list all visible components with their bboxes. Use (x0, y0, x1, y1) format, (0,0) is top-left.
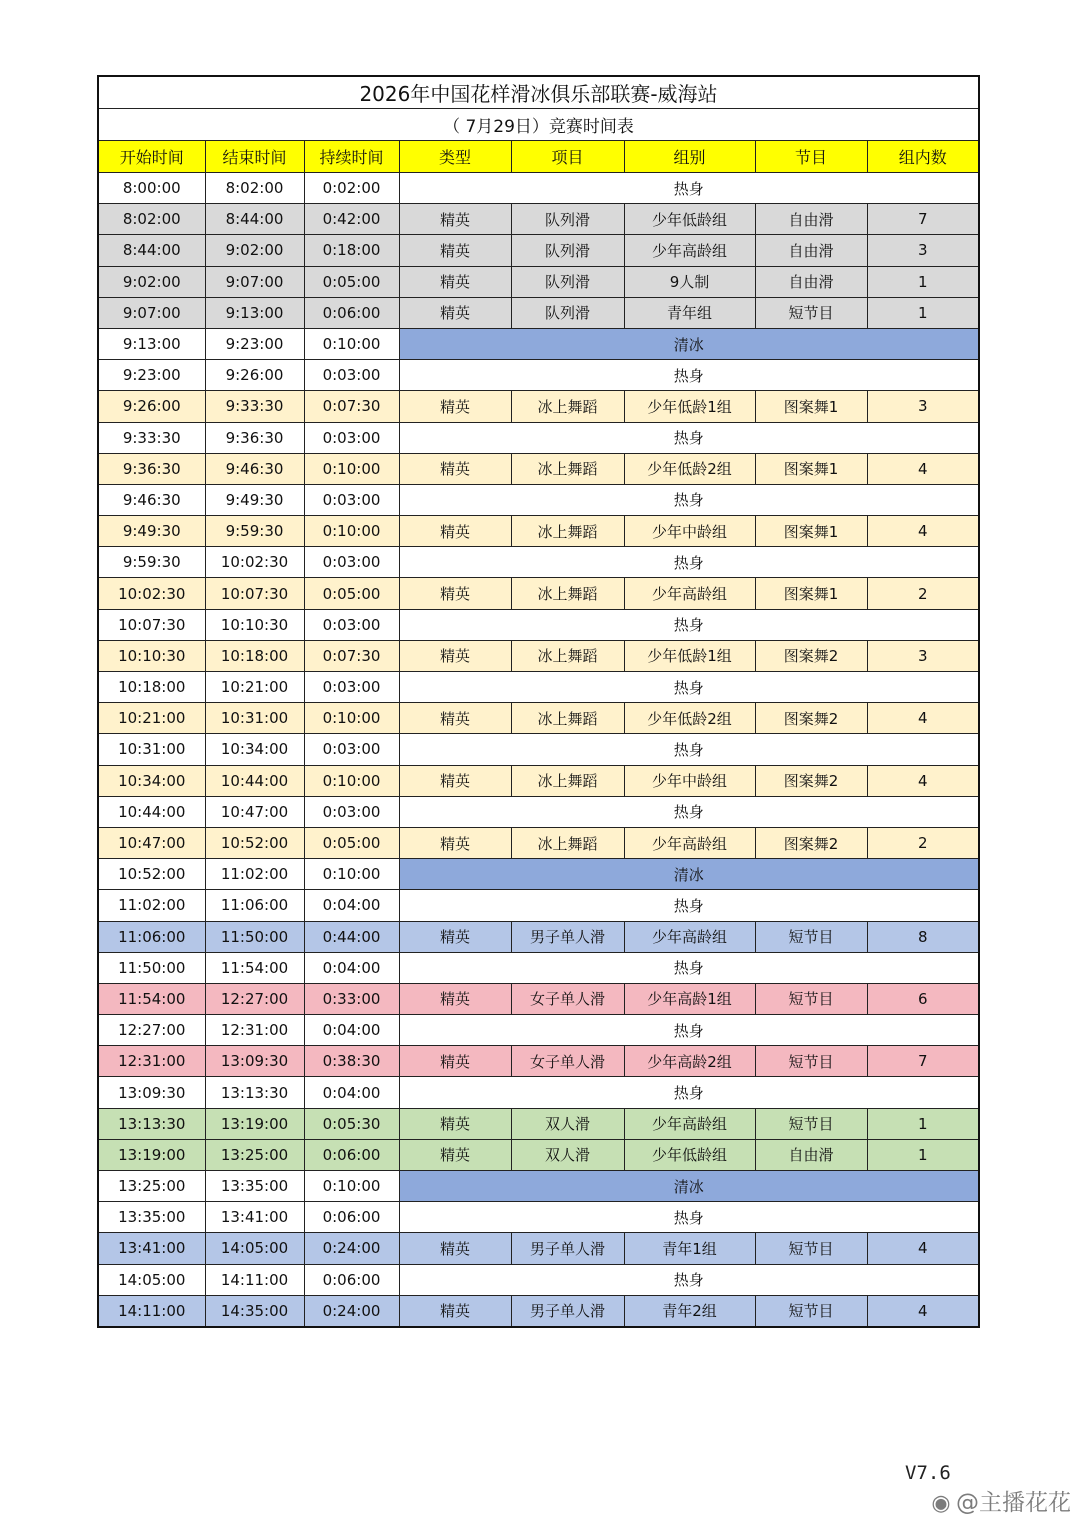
duration-cell: 0:38:30 (304, 1046, 399, 1077)
count-cell: 4 (867, 453, 979, 484)
program-cell: 图案舞2 (755, 765, 867, 796)
program-cell: 短节目 (755, 1046, 867, 1077)
duration-cell: 0:03:00 (304, 422, 399, 453)
event-cell: 冰上舞蹈 (511, 578, 624, 609)
start-time-cell: 10:10:30 (98, 640, 205, 671)
start-time-cell: 10:18:00 (98, 672, 205, 703)
count-cell: 4 (867, 703, 979, 734)
duration-cell: 0:03:00 (304, 609, 399, 640)
column-header-type: 类型 (399, 141, 511, 173)
event-cell: 队列滑 (511, 266, 624, 297)
column-header-group: 组别 (624, 141, 755, 173)
warmup-row (98, 609, 979, 640)
duration-cell: 0:33:00 (304, 983, 399, 1014)
count-cell: 4 (867, 1233, 979, 1264)
group-cell: 少年高龄组 (624, 235, 755, 266)
program-cell: 短节目 (755, 983, 867, 1014)
end-time-cell: 14:11:00 (205, 1264, 304, 1295)
warmup-row (98, 890, 979, 921)
start-time-cell: 9:33:30 (98, 422, 205, 453)
type-cell: 精英 (399, 703, 511, 734)
start-time-cell: 10:34:00 (98, 765, 205, 796)
warmup-row (98, 952, 979, 983)
end-time-cell: 11:02:00 (205, 859, 304, 890)
end-time-cell: 14:35:00 (205, 1295, 304, 1327)
duration-cell: 0:04:00 (304, 952, 399, 983)
resurface-label: 清冰 (399, 859, 979, 890)
type-cell: 精英 (399, 516, 511, 547)
end-time-cell: 10:44:00 (205, 765, 304, 796)
group-cell: 少年中龄组 (624, 765, 755, 796)
duration-cell: 0:05:00 (304, 266, 399, 297)
schedule-row (98, 827, 979, 858)
start-time-cell: 13:13:30 (98, 1108, 205, 1139)
program-cell: 短节目 (755, 1295, 867, 1327)
start-time-cell: 13:19:00 (98, 1139, 205, 1170)
schedule-row (98, 1233, 979, 1264)
count-cell: 1 (867, 1139, 979, 1170)
program-cell: 自由滑 (755, 204, 867, 235)
group-cell: 少年高龄1组 (624, 983, 755, 1014)
group-cell: 少年低龄组 (624, 204, 755, 235)
warmup-label: 热身 (399, 734, 979, 765)
start-time-cell: 9:02:00 (98, 266, 205, 297)
event-cell: 男子单人滑 (511, 1233, 624, 1264)
schedule-row (98, 391, 979, 422)
start-time-cell: 13:35:00 (98, 1202, 205, 1233)
warmup-label: 热身 (399, 1264, 979, 1295)
column-header-event: 项目 (511, 141, 624, 173)
duration-cell: 0:10:00 (304, 1171, 399, 1202)
duration-cell: 0:04:00 (304, 890, 399, 921)
end-time-cell: 12:27:00 (205, 983, 304, 1014)
count-cell: 3 (867, 640, 979, 671)
duration-cell: 0:10:00 (304, 328, 399, 359)
start-time-cell: 9:49:30 (98, 516, 205, 547)
start-time-cell: 11:06:00 (98, 921, 205, 952)
start-time-cell: 12:31:00 (98, 1046, 205, 1077)
schedule-row (98, 204, 979, 235)
count-cell: 4 (867, 765, 979, 796)
start-time-cell: 9:07:00 (98, 297, 205, 328)
watermark-text: @主播花花 (956, 1490, 1071, 1516)
warmup-label: 热身 (399, 1202, 979, 1233)
start-time-cell: 11:02:00 (98, 890, 205, 921)
group-cell: 少年高龄组 (624, 827, 755, 858)
type-cell: 精英 (399, 1295, 511, 1327)
group-cell: 少年低龄2组 (624, 703, 755, 734)
event-cell: 冰上舞蹈 (511, 765, 624, 796)
program-cell: 图案舞2 (755, 827, 867, 858)
group-cell: 少年高龄组 (624, 578, 755, 609)
end-time-cell: 8:02:00 (205, 173, 304, 204)
end-time-cell: 11:54:00 (205, 952, 304, 983)
end-time-cell: 13:41:00 (205, 1202, 304, 1233)
start-time-cell: 11:50:00 (98, 952, 205, 983)
type-cell: 精英 (399, 827, 511, 858)
duration-cell: 0:05:00 (304, 578, 399, 609)
end-time-cell: 9:23:00 (205, 328, 304, 359)
event-cell: 女子单人滑 (511, 1046, 624, 1077)
type-cell: 精英 (399, 391, 511, 422)
program-cell: 短节目 (755, 1108, 867, 1139)
end-time-cell: 13:35:00 (205, 1171, 304, 1202)
schedule-row (98, 453, 979, 484)
warmup-row (98, 1077, 979, 1108)
start-time-cell: 9:23:00 (98, 360, 205, 391)
start-time-cell: 10:52:00 (98, 859, 205, 890)
count-cell: 1 (867, 266, 979, 297)
start-time-cell: 8:00:00 (98, 173, 205, 204)
duration-cell: 0:06:00 (304, 297, 399, 328)
warmup-label: 热身 (399, 1015, 979, 1046)
program-cell: 短节目 (755, 297, 867, 328)
end-time-cell: 8:44:00 (205, 204, 304, 235)
warmup-row (98, 1264, 979, 1295)
resurface-row (98, 859, 979, 890)
type-cell: 精英 (399, 235, 511, 266)
duration-cell: 0:02:00 (304, 173, 399, 204)
warmup-row (98, 1015, 979, 1046)
end-time-cell: 10:10:30 (205, 609, 304, 640)
duration-cell: 0:03:00 (304, 547, 399, 578)
duration-cell: 0:10:00 (304, 765, 399, 796)
end-time-cell: 10:18:00 (205, 640, 304, 671)
end-time-cell: 13:25:00 (205, 1139, 304, 1170)
warmup-label: 热身 (399, 360, 979, 391)
event-cell: 女子单人滑 (511, 983, 624, 1014)
duration-cell: 0:10:00 (304, 453, 399, 484)
group-cell: 青年2组 (624, 1295, 755, 1327)
group-cell: 少年低龄1组 (624, 391, 755, 422)
start-time-cell: 11:54:00 (98, 983, 205, 1014)
end-time-cell: 14:05:00 (205, 1233, 304, 1264)
start-time-cell: 14:11:00 (98, 1295, 205, 1327)
resurface-row (98, 328, 979, 359)
type-cell: 精英 (399, 1046, 511, 1077)
duration-cell: 0:04:00 (304, 1077, 399, 1108)
event-cell: 冰上舞蹈 (511, 516, 624, 547)
start-time-cell: 9:59:30 (98, 547, 205, 578)
event-cell: 冰上舞蹈 (511, 827, 624, 858)
warmup-row (98, 796, 979, 827)
schedule-row (98, 266, 979, 297)
watermark (926, 1484, 1071, 1517)
event-cell: 队列滑 (511, 297, 624, 328)
program-cell: 图案舞2 (755, 703, 867, 734)
warmup-label: 热身 (399, 1077, 979, 1108)
duration-cell: 0:04:00 (304, 1015, 399, 1046)
program-cell: 自由滑 (755, 1139, 867, 1170)
program-cell: 自由滑 (755, 266, 867, 297)
duration-cell: 0:03:00 (304, 734, 399, 765)
end-time-cell: 9:13:00 (205, 297, 304, 328)
end-time-cell: 9:49:30 (205, 484, 304, 515)
schedule-row (98, 703, 979, 734)
type-cell: 精英 (399, 578, 511, 609)
count-cell: 2 (867, 578, 979, 609)
weibo-logo-icon: ◉ (931, 1491, 951, 1516)
warmup-label: 热身 (399, 890, 979, 921)
end-time-cell: 9:59:30 (205, 516, 304, 547)
warmup-row (98, 173, 979, 204)
start-time-cell: 10:21:00 (98, 703, 205, 734)
start-time-cell: 10:47:00 (98, 827, 205, 858)
end-time-cell: 13:09:30 (205, 1046, 304, 1077)
count-cell: 6 (867, 983, 979, 1014)
column-header-program: 节目 (755, 141, 867, 173)
end-time-cell: 13:13:30 (205, 1077, 304, 1108)
type-cell: 精英 (399, 453, 511, 484)
count-cell: 2 (867, 827, 979, 858)
warmup-label: 热身 (399, 952, 979, 983)
duration-cell: 0:05:00 (304, 827, 399, 858)
warmup-row (98, 547, 979, 578)
count-cell: 1 (867, 1108, 979, 1139)
end-time-cell: 9:46:30 (205, 453, 304, 484)
schedule-row (98, 1295, 979, 1327)
end-time-cell: 9:07:00 (205, 266, 304, 297)
count-cell: 4 (867, 516, 979, 547)
event-cell: 男子单人滑 (511, 1295, 624, 1327)
event-cell: 队列滑 (511, 204, 624, 235)
event-cell: 男子单人滑 (511, 921, 624, 952)
start-time-cell: 8:02:00 (98, 204, 205, 235)
resurface-label: 清冰 (399, 1171, 979, 1202)
start-time-cell: 13:09:30 (98, 1077, 205, 1108)
start-time-cell: 12:27:00 (98, 1015, 205, 1046)
duration-cell: 0:18:00 (304, 235, 399, 266)
start-time-cell: 14:05:00 (98, 1264, 205, 1295)
end-time-cell: 10:07:30 (205, 578, 304, 609)
event-cell: 冰上舞蹈 (511, 640, 624, 671)
schedule-row (98, 921, 979, 952)
type-cell: 精英 (399, 921, 511, 952)
warmup-label: 热身 (399, 609, 979, 640)
warmup-label: 热身 (399, 173, 979, 204)
type-cell: 精英 (399, 266, 511, 297)
column-header-end: 结束时间 (205, 141, 304, 173)
end-time-cell: 10:31:00 (205, 703, 304, 734)
schedule-row (98, 516, 979, 547)
start-time-cell: 9:46:30 (98, 484, 205, 515)
start-time-cell: 10:07:30 (98, 609, 205, 640)
type-cell: 精英 (399, 640, 511, 671)
end-time-cell: 10:21:00 (205, 672, 304, 703)
column-header-start: 开始时间 (98, 141, 205, 173)
column-header-count: 组内数 (867, 141, 979, 173)
start-time-cell: 9:26:00 (98, 391, 205, 422)
end-time-cell: 12:31:00 (205, 1015, 304, 1046)
duration-cell: 0:44:00 (304, 921, 399, 952)
duration-cell: 0:24:00 (304, 1295, 399, 1327)
group-cell: 少年低龄组 (624, 1139, 755, 1170)
end-time-cell: 11:50:00 (205, 921, 304, 952)
schedule-row (98, 1046, 979, 1077)
duration-cell: 0:10:00 (304, 859, 399, 890)
event-cell: 双人滑 (511, 1108, 624, 1139)
program-cell: 自由滑 (755, 235, 867, 266)
schedule-table (97, 75, 980, 1328)
duration-cell: 0:06:00 (304, 1264, 399, 1295)
duration-cell: 0:07:30 (304, 391, 399, 422)
duration-cell: 0:10:00 (304, 703, 399, 734)
end-time-cell: 11:06:00 (205, 890, 304, 921)
resurface-label: 清冰 (399, 328, 979, 359)
start-time-cell: 9:36:30 (98, 453, 205, 484)
start-time-cell: 10:44:00 (98, 796, 205, 827)
program-cell: 图案舞1 (755, 516, 867, 547)
end-time-cell: 9:02:00 (205, 235, 304, 266)
end-time-cell: 13:19:00 (205, 1108, 304, 1139)
count-cell: 4 (867, 1295, 979, 1327)
program-cell: 图案舞2 (755, 640, 867, 671)
group-cell: 少年高龄组 (624, 1108, 755, 1139)
schedule-row (98, 1108, 979, 1139)
warmup-label: 热身 (399, 672, 979, 703)
warmup-label: 热身 (399, 484, 979, 515)
duration-cell: 0:03:00 (304, 360, 399, 391)
resurface-row (98, 1171, 979, 1202)
schedule-row (98, 235, 979, 266)
group-cell: 少年高龄组 (624, 921, 755, 952)
count-cell: 3 (867, 235, 979, 266)
schedule-row (98, 578, 979, 609)
count-cell: 7 (867, 1046, 979, 1077)
warmup-label: 热身 (399, 796, 979, 827)
warmup-row (98, 422, 979, 453)
schedule-row (98, 765, 979, 796)
end-time-cell: 9:26:00 (205, 360, 304, 391)
schedule-title: 2026年中国花样滑冰俱乐部联赛-威海站 (98, 76, 979, 109)
event-cell: 冰上舞蹈 (511, 391, 624, 422)
warmup-label: 热身 (399, 547, 979, 578)
end-time-cell: 10:34:00 (205, 734, 304, 765)
duration-cell: 0:03:00 (304, 672, 399, 703)
end-time-cell: 10:52:00 (205, 827, 304, 858)
warmup-row (98, 1202, 979, 1233)
count-cell: 8 (867, 921, 979, 952)
start-time-cell: 9:13:00 (98, 328, 205, 359)
event-cell: 队列滑 (511, 235, 624, 266)
duration-cell: 0:06:00 (304, 1202, 399, 1233)
start-time-cell: 8:44:00 (98, 235, 205, 266)
program-cell: 短节目 (755, 1233, 867, 1264)
type-cell: 精英 (399, 297, 511, 328)
start-time-cell: 13:25:00 (98, 1171, 205, 1202)
end-time-cell: 9:36:30 (205, 422, 304, 453)
duration-cell: 0:06:00 (304, 1139, 399, 1170)
duration-cell: 0:24:00 (304, 1233, 399, 1264)
type-cell: 精英 (399, 1139, 511, 1170)
header-row (98, 141, 979, 173)
schedule-date-subtitle: （ 7月29日）竞赛时间表 (98, 109, 979, 141)
warmup-row (98, 484, 979, 515)
event-cell: 双人滑 (511, 1139, 624, 1170)
group-cell: 少年中龄组 (624, 516, 755, 547)
warmup-label: 热身 (399, 422, 979, 453)
duration-cell: 0:03:00 (304, 484, 399, 515)
program-cell: 图案舞1 (755, 391, 867, 422)
warmup-row (98, 360, 979, 391)
duration-cell: 0:42:00 (304, 204, 399, 235)
end-time-cell: 9:33:30 (205, 391, 304, 422)
schedule-row (98, 297, 979, 328)
start-time-cell: 10:31:00 (98, 734, 205, 765)
type-cell: 精英 (399, 1108, 511, 1139)
group-cell: 9人制 (624, 266, 755, 297)
count-cell: 1 (867, 297, 979, 328)
column-header-duration: 持续时间 (304, 141, 399, 173)
count-cell: 7 (867, 204, 979, 235)
start-time-cell: 10:02:30 (98, 578, 205, 609)
group-cell: 少年低龄1组 (624, 640, 755, 671)
group-cell: 青年1组 (624, 1233, 755, 1264)
duration-cell: 0:10:00 (304, 516, 399, 547)
warmup-row (98, 672, 979, 703)
start-time-cell: 13:41:00 (98, 1233, 205, 1264)
type-cell: 精英 (399, 765, 511, 796)
end-time-cell: 10:47:00 (205, 796, 304, 827)
group-cell: 少年高龄2组 (624, 1046, 755, 1077)
schedule-row (98, 983, 979, 1014)
group-cell: 少年低龄2组 (624, 453, 755, 484)
type-cell: 精英 (399, 204, 511, 235)
version-label: V7.6 (905, 1462, 951, 1484)
duration-cell: 0:05:30 (304, 1108, 399, 1139)
end-time-cell: 10:02:30 (205, 547, 304, 578)
event-cell: 冰上舞蹈 (511, 703, 624, 734)
group-cell: 青年组 (624, 297, 755, 328)
program-cell: 图案舞1 (755, 578, 867, 609)
schedule-row (98, 640, 979, 671)
duration-cell: 0:07:30 (304, 640, 399, 671)
type-cell: 精英 (399, 1233, 511, 1264)
count-cell: 3 (867, 391, 979, 422)
schedule-row (98, 1139, 979, 1170)
event-cell: 冰上舞蹈 (511, 453, 624, 484)
program-cell: 图案舞1 (755, 453, 867, 484)
duration-cell: 0:03:00 (304, 796, 399, 827)
program-cell: 短节目 (755, 921, 867, 952)
warmup-row (98, 734, 979, 765)
type-cell: 精英 (399, 983, 511, 1014)
